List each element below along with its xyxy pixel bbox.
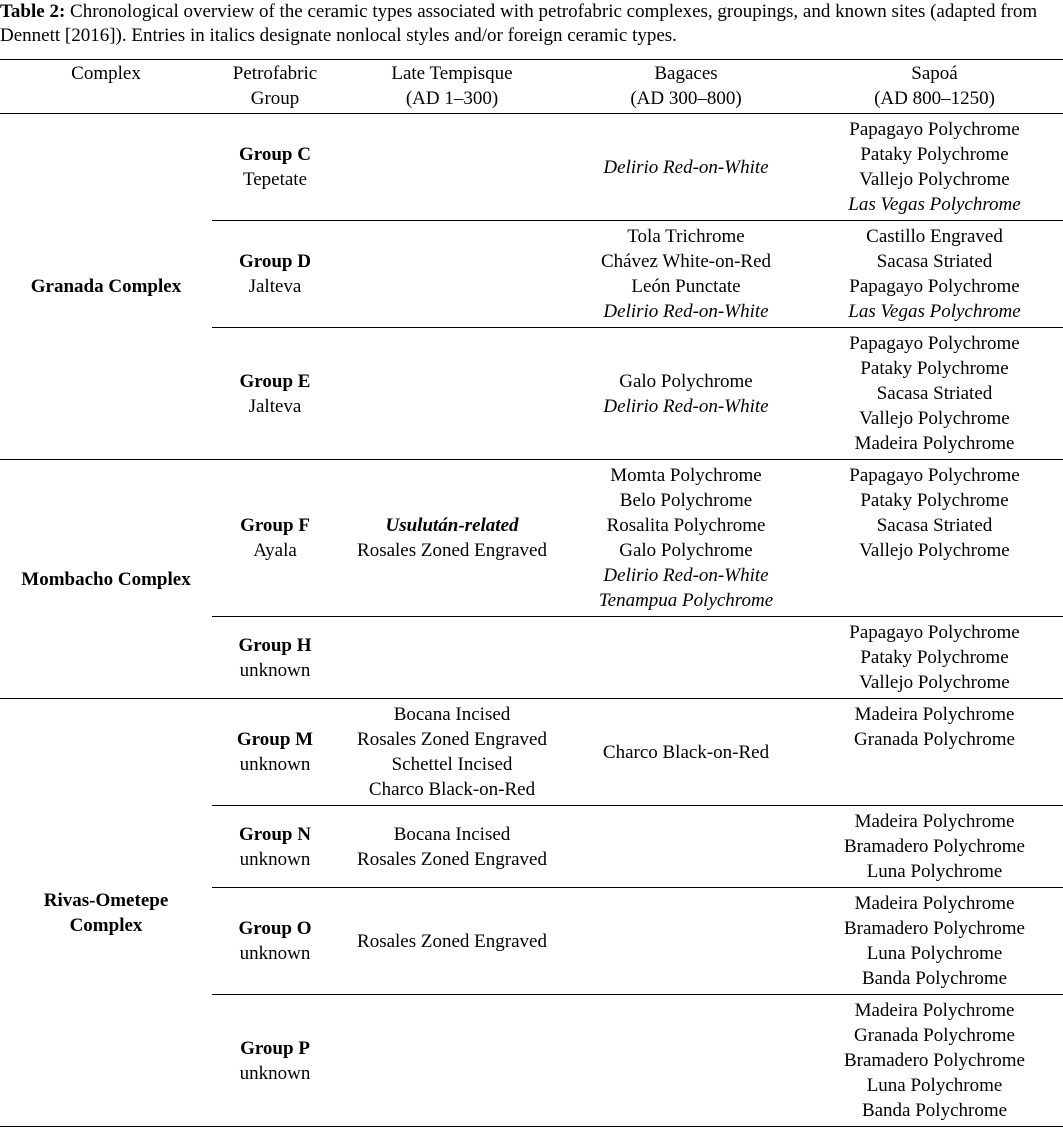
- ceramic-type: Vallejo Polychrome: [859, 408, 1010, 429]
- ceramic-type: León Punctate: [631, 276, 741, 297]
- ceramic-type: Delirio Red-on-White: [603, 156, 769, 178]
- ceramic-types-table: [0, 59, 1063, 1127]
- group-name: Group N: [239, 823, 311, 845]
- group-name: Group E: [239, 370, 311, 392]
- petrofabric-group-cell: [212, 617, 338, 699]
- table-row: [0, 114, 1063, 221]
- petrofabric-group-cell: [212, 888, 338, 995]
- sapoa-cell: [806, 460, 1063, 617]
- group-name: Group C: [239, 144, 311, 165]
- complex-name: Mombacho Complex: [21, 568, 191, 590]
- caption-label: Table 2:: [0, 1, 66, 22]
- table-caption: [0, 0, 1063, 48]
- complex-name-line: Complex: [69, 914, 143, 936]
- sapoa-cell: [806, 995, 1063, 1127]
- ceramic-type: Pataky Polychrome: [860, 490, 1009, 511]
- ceramic-type: Delirio Red-on-White: [603, 565, 769, 586]
- ceramic-type: Madeira Polychrome: [854, 893, 1015, 914]
- sapoa-cell: [806, 617, 1063, 699]
- ceramic-type: Sacasa Striated: [876, 515, 993, 536]
- bagaces-cell: [566, 460, 806, 617]
- table-body: [0, 114, 1063, 1127]
- ceramic-type: Castillo Engraved: [866, 226, 1003, 247]
- header-sapoa: Sapoá (AD 800–1250): [806, 60, 1063, 114]
- ceramic-type: Bocana Incised: [393, 823, 511, 845]
- ceramic-type: Granada Polychrome: [854, 729, 1015, 750]
- complex-name-cell: [0, 699, 212, 1127]
- bagaces-cell: [566, 221, 806, 328]
- group-name: Group F: [240, 515, 310, 536]
- ceramic-type: Papagayo Polychrome: [849, 622, 1020, 643]
- ceramic-type: Sacasa Striated: [876, 251, 993, 272]
- ceramic-type: Momta Polychrome: [610, 465, 762, 486]
- ceramic-type: Luna Polychrome: [866, 943, 1003, 964]
- ceramic-type: Papagayo Polychrome: [849, 119, 1020, 140]
- ceramic-type: Schettel Incised: [391, 754, 513, 775]
- ceramic-type: Madeira Polychrome: [854, 704, 1015, 725]
- late-cell: [338, 617, 566, 699]
- header-row: [0, 60, 1063, 114]
- group-name: Group D: [239, 251, 311, 272]
- group-site: unknown: [239, 943, 311, 964]
- bagaces-cell: [566, 617, 806, 699]
- ceramic-type: Banda Polychrome: [861, 1100, 1008, 1121]
- ceramic-type: Rosales Zoned Engraved: [357, 729, 547, 750]
- ceramic-type: Rosales Zoned Engraved: [357, 848, 547, 870]
- group-site: Tepetate: [242, 169, 308, 190]
- sapoa-cell: [806, 221, 1063, 328]
- group-site: Ayala: [253, 540, 297, 561]
- ceramic-type: Rosalita Polychrome: [606, 515, 766, 536]
- ceramic-type: Papagayo Polychrome: [849, 333, 1020, 354]
- group-site: unknown: [239, 754, 311, 775]
- petrofabric-group-cell: [212, 806, 338, 888]
- header-bagaces: Bagaces (AD 300–800): [566, 60, 806, 114]
- complex-name-cell: [0, 460, 212, 699]
- sapoa-cell: [806, 699, 1063, 806]
- ceramic-type: Chávez White-on-Red: [600, 251, 772, 272]
- late-cell: [338, 114, 566, 221]
- ceramic-type: Rosales Zoned Engraved: [357, 930, 547, 952]
- ceramic-type: Pataky Polychrome: [860, 144, 1009, 165]
- late-cell: [338, 221, 566, 328]
- group-site: Jalteva: [248, 276, 302, 297]
- petrofabric-group-cell: [212, 995, 338, 1127]
- ceramic-type: Bocana Incised: [393, 704, 511, 725]
- late-cell: [338, 699, 566, 806]
- sapoa-cell: [806, 806, 1063, 888]
- table-row: [0, 460, 1063, 617]
- late-cell: [338, 888, 566, 995]
- ceramic-type: Bramadero Polychrome: [844, 1050, 1025, 1071]
- group-name: Group H: [238, 634, 312, 656]
- bagaces-cell: [566, 328, 806, 460]
- caption-text: Chronological overview of the ceramic types associated with petrofabric complexes, groupings, and known sites (adapted from Dennett [2016]). Entries in italics designate nonlocal styles and/or foreign ceramic types.: [0, 1, 1038, 46]
- ceramic-type: Vallejo Polychrome: [859, 540, 1010, 561]
- ceramic-type: Vallejo Polychrome: [859, 169, 1010, 190]
- bagaces-cell: [566, 806, 806, 888]
- late-cell: [338, 995, 566, 1127]
- late-cell: [338, 460, 566, 617]
- ceramic-type: Las Vegas Polychrome: [848, 301, 1021, 322]
- sapoa-cell: [806, 328, 1063, 460]
- ceramic-type: Granada Polychrome: [854, 1025, 1015, 1046]
- ceramic-type: Bramadero Polychrome: [844, 836, 1025, 857]
- bagaces-cell: [566, 888, 806, 995]
- ceramic-type: Tola Trichrome: [627, 226, 745, 247]
- ceramic-type: Usulután-related: [385, 515, 519, 536]
- ceramic-type: Madeira Polychrome: [854, 811, 1015, 832]
- sapoa-cell: [806, 114, 1063, 221]
- ceramic-type: Galo Polychrome: [619, 540, 753, 561]
- ceramic-type: Vallejo Polychrome: [859, 672, 1010, 693]
- header-late-tempisque: Late Tempisque (AD 1–300): [338, 60, 566, 114]
- ceramic-type: Rosales Zoned Engraved: [357, 540, 547, 561]
- bagaces-cell: [566, 114, 806, 221]
- group-name: Group O: [238, 918, 312, 939]
- ceramic-type: Bramadero Polychrome: [844, 918, 1025, 939]
- group-site: unknown: [239, 848, 311, 870]
- petrofabric-group-cell: [212, 328, 338, 460]
- ceramic-type: Luna Polychrome: [866, 861, 1003, 882]
- ceramic-type: Las Vegas Polychrome: [848, 194, 1021, 215]
- ceramic-type: Banda Polychrome: [861, 968, 1008, 989]
- ceramic-type: Tenampua Polychrome: [598, 590, 774, 611]
- complex-name: Granada Complex: [30, 276, 182, 297]
- group-site: unknown: [239, 659, 311, 681]
- petrofabric-group-cell: [212, 699, 338, 806]
- complex-name-cell: [0, 114, 212, 460]
- ceramic-type: Charco Black-on-Red: [602, 741, 770, 763]
- ceramic-type: Belo Polychrome: [619, 490, 753, 511]
- ceramic-type: Pataky Polychrome: [860, 647, 1009, 668]
- ceramic-type: Luna Polychrome: [866, 1075, 1003, 1096]
- ceramic-type: Delirio Red-on-White: [603, 395, 769, 417]
- ceramic-type: Pataky Polychrome: [860, 358, 1009, 379]
- petrofabric-group-cell: [212, 460, 338, 617]
- ceramic-type: Galo Polychrome: [619, 370, 753, 392]
- late-cell: [338, 806, 566, 888]
- petrofabric-group-cell: [212, 221, 338, 328]
- ceramic-type: Delirio Red-on-White: [603, 301, 769, 322]
- complex-name-line: Rivas-Ometepe: [43, 889, 169, 911]
- ceramic-type: Madeira Polychrome: [854, 1000, 1015, 1021]
- ceramic-type: Papagayo Polychrome: [849, 465, 1020, 486]
- bagaces-cell: [566, 699, 806, 806]
- table-row: [0, 699, 1063, 806]
- header-complex: Complex: [0, 60, 212, 114]
- late-cell: [338, 328, 566, 460]
- bagaces-cell: [566, 995, 806, 1127]
- ceramic-type: Papagayo Polychrome: [849, 276, 1020, 297]
- group-name: Group P: [240, 1037, 310, 1059]
- group-site: Jalteva: [248, 395, 302, 417]
- group-site: unknown: [239, 1062, 311, 1084]
- ceramic-type: Madeira Polychrome: [854, 433, 1015, 454]
- sapoa-cell: [806, 888, 1063, 995]
- group-name: Group M: [236, 729, 314, 750]
- ceramic-type: Charco Black-on-Red: [368, 779, 536, 800]
- header-petrofabric-group: Petrofabric Group: [212, 60, 338, 114]
- ceramic-type: Sacasa Striated: [876, 383, 993, 404]
- petrofabric-group-cell: [212, 114, 338, 221]
